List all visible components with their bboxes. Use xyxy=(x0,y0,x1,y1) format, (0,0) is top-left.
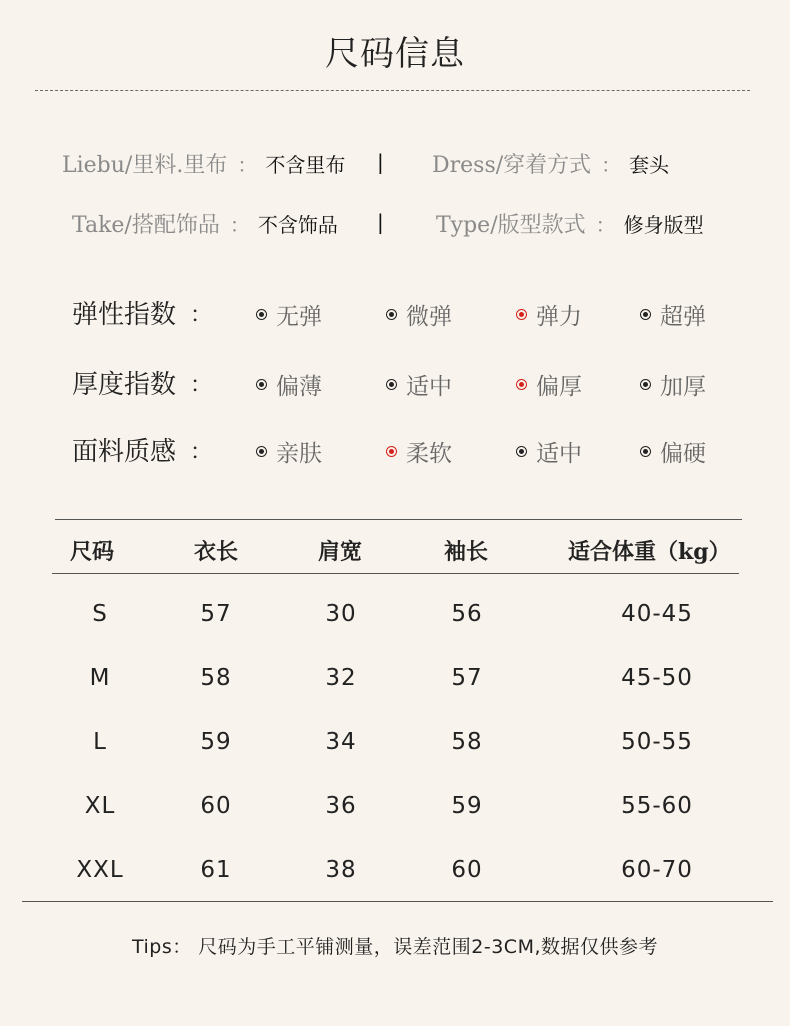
table-cell: 40-45 xyxy=(621,601,693,627)
index-colon: ： xyxy=(190,373,213,398)
option-radio[interactable] xyxy=(516,435,582,468)
table-cell: 45-50 xyxy=(621,665,693,691)
elasticity-index-row xyxy=(0,294,790,338)
option-radio[interactable] xyxy=(256,435,322,468)
option-label: 加厚 xyxy=(660,374,706,400)
option-radio[interactable] xyxy=(640,298,706,331)
table-header-rule xyxy=(52,573,739,574)
option-label: 偏硬 xyxy=(660,441,706,467)
spec-label: Type/版型款式 xyxy=(436,213,586,238)
table-cell: 36 xyxy=(325,793,357,819)
table-cell: 60 xyxy=(451,857,483,883)
radio-icon xyxy=(516,446,527,457)
index-label: 面料质感 xyxy=(72,437,177,467)
texture-index-row xyxy=(0,431,790,475)
table-cell: M xyxy=(89,665,111,691)
table-cell: 38 xyxy=(325,857,357,883)
index-label: 厚度指数 xyxy=(72,370,177,400)
table-cell: 59 xyxy=(200,729,232,755)
table-cell: 59 xyxy=(451,793,483,819)
table-header-weight: 适合体重（kg） xyxy=(568,539,731,565)
table-header-length: 衣长 xyxy=(194,539,239,565)
spec-label: Liebu/里料.里布 xyxy=(62,153,228,178)
spec-separator: | xyxy=(377,150,384,174)
index-label: 弹性指数 xyxy=(72,300,177,330)
radio-icon xyxy=(386,309,397,320)
table-cell: 55-60 xyxy=(621,793,693,819)
table-cell: 57 xyxy=(200,601,232,627)
table-cell: 58 xyxy=(200,665,232,691)
table-cell: 60-70 xyxy=(621,857,693,883)
tips-note: Tips： 尺码为手工平铺测量，误差范围2-3CM,数据仅供参考 xyxy=(131,936,659,958)
radio-icon xyxy=(386,379,397,390)
page-title: 尺码信息 xyxy=(325,34,465,74)
radio-icon xyxy=(256,446,267,457)
spec-colon: ： xyxy=(229,213,250,237)
spec-value: 不含里布 xyxy=(265,153,346,177)
table-cell: 57 xyxy=(451,665,483,691)
spec-colon: ： xyxy=(595,213,616,237)
table-cell: 61 xyxy=(200,857,232,883)
spec-item-lining xyxy=(62,148,345,179)
option-radio[interactable] xyxy=(640,435,706,468)
option-label: 适中 xyxy=(536,441,582,467)
table-bottom-rule xyxy=(22,901,773,902)
option-radio[interactable] xyxy=(256,298,322,331)
table-cell: 50-55 xyxy=(621,729,693,755)
option-radio[interactable] xyxy=(386,368,452,401)
option-label: 亲肤 xyxy=(276,441,322,467)
table-cell: S xyxy=(92,601,108,627)
option-label: 弹力 xyxy=(536,304,582,330)
thickness-index-row xyxy=(0,364,790,408)
table-cell: XL xyxy=(84,793,116,819)
radio-icon xyxy=(640,446,651,457)
spec-label: Take/搭配饰品 xyxy=(72,213,220,238)
table-top-rule xyxy=(55,519,742,520)
spec-item-accessories xyxy=(72,208,338,239)
spec-label: Dress/穿着方式 xyxy=(432,153,592,178)
option-radio[interactable] xyxy=(256,368,322,401)
radio-icon xyxy=(386,446,397,457)
spec-item-fit-type xyxy=(436,208,704,239)
table-cell: 30 xyxy=(325,601,357,627)
spec-row xyxy=(0,148,790,188)
option-label: 适中 xyxy=(406,374,452,400)
table-cell: 34 xyxy=(325,729,357,755)
radio-icon xyxy=(256,309,267,320)
spec-colon: ： xyxy=(237,153,258,177)
option-label: 微弹 xyxy=(406,304,452,330)
table-cell: L xyxy=(93,729,107,755)
table-cell: 32 xyxy=(325,665,357,691)
option-radio[interactable] xyxy=(516,298,582,331)
table-cell: XXL xyxy=(76,857,124,883)
radio-icon xyxy=(516,309,527,320)
spec-value: 不含饰品 xyxy=(257,213,338,237)
table-cell: 60 xyxy=(200,793,232,819)
option-radio[interactable] xyxy=(640,368,706,401)
option-radio[interactable] xyxy=(516,368,582,401)
option-label: 超弹 xyxy=(660,304,706,330)
radio-icon xyxy=(640,309,651,320)
radio-icon xyxy=(256,379,267,390)
radio-icon xyxy=(640,379,651,390)
table-header-sleeve: 袖长 xyxy=(444,539,489,565)
radio-icon xyxy=(516,379,527,390)
spec-colon: ： xyxy=(601,153,622,177)
table-header-shoulder: 肩宽 xyxy=(318,539,363,565)
index-colon: ： xyxy=(190,303,213,328)
spec-value: 套头 xyxy=(629,153,670,177)
index-colon: ： xyxy=(190,440,213,465)
spec-row xyxy=(0,208,790,248)
option-label: 无弹 xyxy=(276,304,322,330)
option-label: 偏薄 xyxy=(276,374,322,400)
spec-item-wear-style xyxy=(432,148,669,179)
spec-separator: | xyxy=(377,210,384,234)
option-radio[interactable] xyxy=(386,298,452,331)
table-header-size: 尺码 xyxy=(70,539,115,565)
table-cell: 58 xyxy=(451,729,483,755)
spec-value: 修身版型 xyxy=(623,213,704,237)
table-cell: 56 xyxy=(451,601,483,627)
option-radio[interactable] xyxy=(386,435,452,468)
option-label: 偏厚 xyxy=(536,374,582,400)
option-label: 柔软 xyxy=(406,441,452,467)
dashed-divider xyxy=(35,90,750,91)
